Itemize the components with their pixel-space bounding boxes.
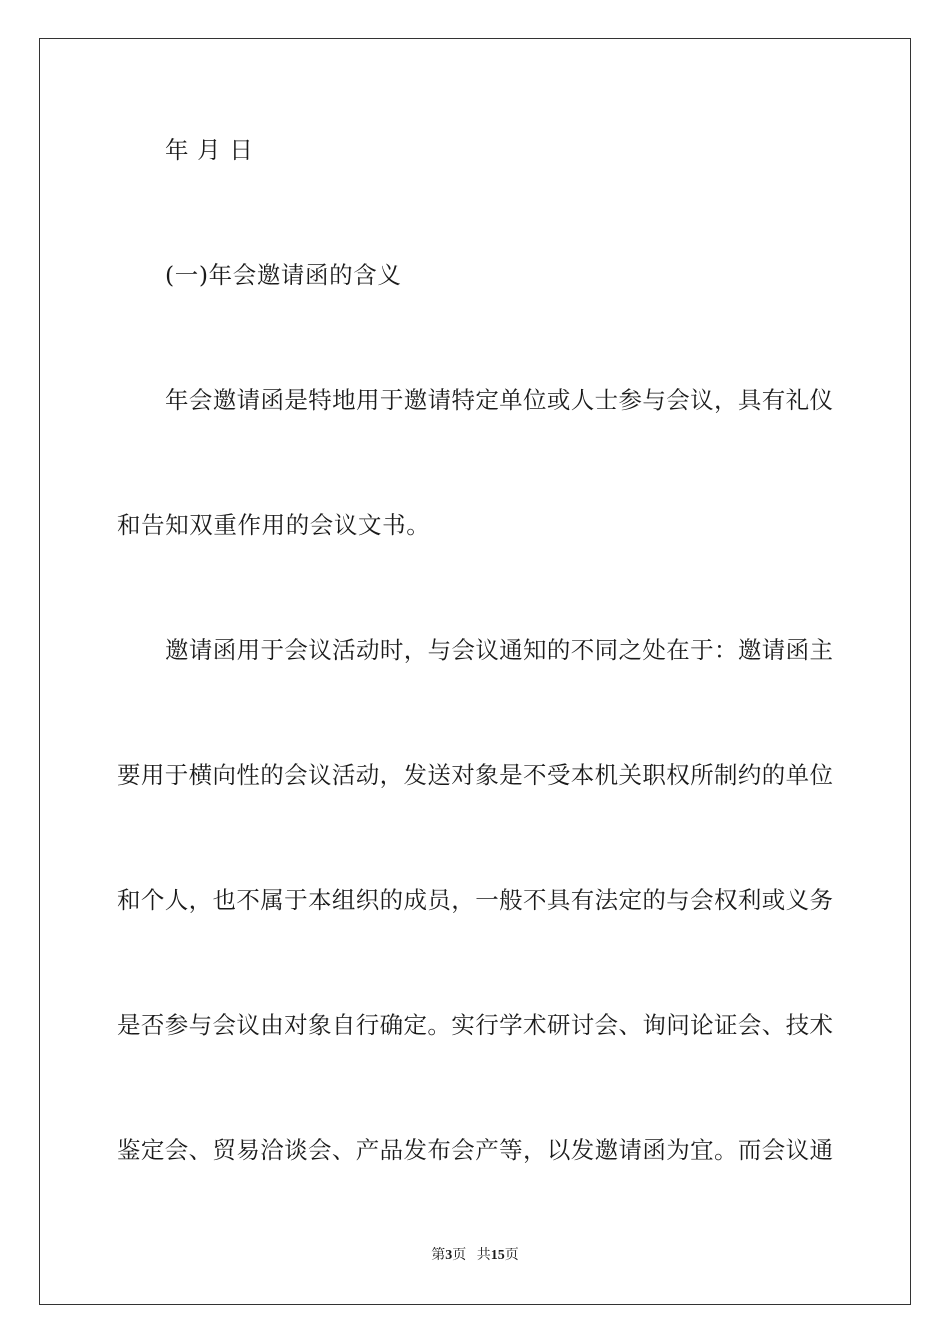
- page-number-prefix: 第: [431, 1248, 446, 1263]
- total-pages-prefix: 共: [476, 1248, 491, 1263]
- total-pages: 15: [490, 1248, 505, 1263]
- page-number-suffix: 页: [452, 1248, 467, 1263]
- page-border: [39, 38, 911, 1305]
- paragraph-line: 要用于横向性的会议活动，发送对象是不受本机关职权所制约的单位: [117, 761, 833, 789]
- paragraph-line: 年会邀请函是特地用于邀请特定单位或人士参与会议，具有礼仪: [165, 386, 833, 414]
- total-pages-suffix: 页: [504, 1248, 519, 1263]
- page-footer: [0, 1247, 950, 1265]
- section-heading: (一)年会邀请函的含义: [165, 261, 402, 289]
- paragraph-line: 和告知双重作用的会议文书。: [117, 511, 431, 539]
- paragraph-line: 鉴定会、贸易洽谈会、产品发布会产等，以发邀请函为宜。而会议通: [117, 1136, 833, 1164]
- date-line: 年 月 日: [165, 136, 254, 164]
- page-number: 3: [445, 1248, 453, 1263]
- paragraph-line: 和个人，也不属于本组织的成员，一般不具有法定的与会权利或义务: [117, 886, 833, 914]
- paragraph-line: 邀请函用于会议活动时，与会议通知的不同之处在于：邀请函主: [165, 636, 833, 664]
- paragraph-line: 是否参与会议由对象自行确定。实行学术研讨会、询问论证会、技术: [117, 1011, 833, 1039]
